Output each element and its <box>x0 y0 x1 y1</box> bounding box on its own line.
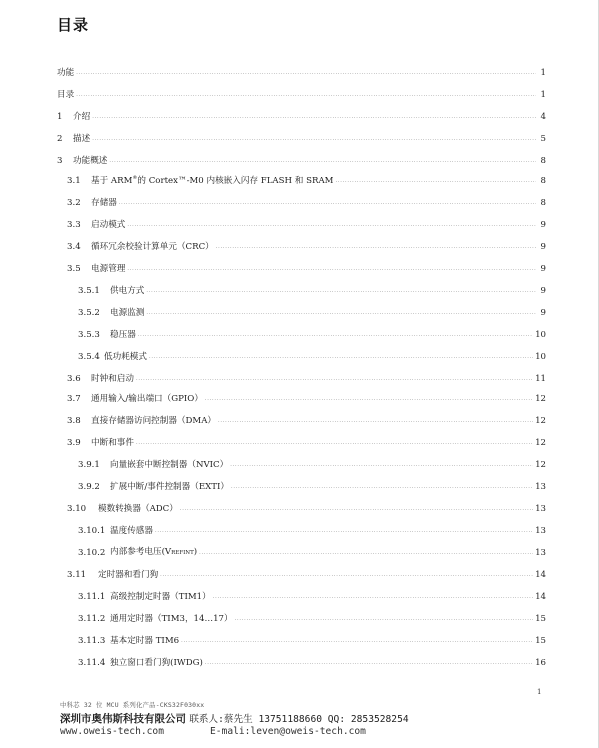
toc-entry-number: 3.10.2 <box>78 548 106 558</box>
toc-entry[interactable] <box>67 261 546 275</box>
toc-entry[interactable] <box>78 523 546 537</box>
toc-entry-label: 通用输入/输出端口（GPIO） <box>91 394 203 404</box>
toc-entry-label: 存储器 <box>91 198 117 208</box>
toc-dot-leader <box>205 657 533 669</box>
toc-entry-number: 3.5 <box>67 264 81 274</box>
toc-entry-number: 3.9.2 <box>78 482 100 492</box>
toc-entry-page: 12 <box>535 394 546 404</box>
footer-web-line <box>60 726 366 737</box>
toc-dot-leader <box>149 351 533 363</box>
toc-entry-page: 5 <box>540 134 546 144</box>
toc-entry-label: 向量嵌套中断控制器（NVIC） <box>110 460 229 470</box>
toc-entry[interactable] <box>78 327 546 341</box>
toc-entry-page: 12 <box>535 460 546 470</box>
toc-entry-page: 9 <box>540 308 546 318</box>
toc-entry-label: 介绍 <box>73 112 91 122</box>
toc-dot-leader <box>199 547 533 559</box>
toc-entry-label: 基本定时器 TIM6 <box>110 636 180 646</box>
toc-entry-number: 1 <box>57 112 63 122</box>
toc-entry-label: 扩展中断/事件控制器（EXTI） <box>110 482 229 492</box>
toc-entry[interactable] <box>78 633 546 647</box>
toc-entry[interactable] <box>78 545 546 559</box>
toc-dot-leader <box>76 67 536 79</box>
toc-dot-leader <box>216 241 536 253</box>
toc-entry-label: 电源管理 <box>91 264 126 274</box>
toc-entry-page: 13 <box>535 548 546 558</box>
toc-dot-leader <box>231 481 533 493</box>
footer-page-number: 1 <box>537 688 542 696</box>
toc-entry-number: 3.5.4 <box>78 352 100 362</box>
toc-entry[interactable] <box>67 371 546 385</box>
toc-entry-page: 11 <box>535 374 546 384</box>
toc-dot-leader <box>138 329 533 341</box>
toc-dot-leader <box>155 525 533 537</box>
toc-entry-number: 3.9 <box>67 438 81 448</box>
toc-dot-leader <box>119 197 536 209</box>
toc-entry-number: 3.11 <box>67 570 87 580</box>
toc-entry[interactable] <box>78 305 546 319</box>
toc-entry-page: 13 <box>535 504 546 514</box>
toc-dot-leader <box>235 613 533 625</box>
registered-mark: ® <box>132 175 138 182</box>
toc-entry[interactable] <box>67 217 546 231</box>
toc-entry-page: 9 <box>540 220 546 230</box>
toc-entry-number: 3 <box>57 156 63 166</box>
toc-dot-leader <box>181 635 533 647</box>
toc-entry[interactable] <box>67 239 546 253</box>
toc-dot-leader <box>230 459 533 471</box>
footer-website[interactable]: www.oweis-tech.com <box>60 726 164 737</box>
toc-entry-number: 3.11.1 <box>78 592 106 602</box>
toc-entry[interactable] <box>67 173 546 187</box>
toc-entry-page: 10 <box>535 352 546 362</box>
page-title: 目录 <box>57 16 90 34</box>
toc-entry-number: 3.4 <box>67 242 81 252</box>
toc-dot-leader <box>146 285 536 297</box>
toc-dot-leader <box>218 415 533 427</box>
toc-entry[interactable] <box>67 435 546 449</box>
toc-entry-label: 中断和事件 <box>91 438 134 448</box>
toc-entry-label: 循环冗余校验计算单元（CRC） <box>91 242 214 252</box>
toc-entry-number: 3.1 <box>67 176 81 186</box>
toc-entry-label: 内部参考电压(VREFINT) <box>110 547 198 557</box>
toc-entry-number: 3.2 <box>67 198 81 208</box>
toc-entry[interactable] <box>67 501 546 515</box>
toc-dot-leader <box>146 307 536 319</box>
toc-entry-page: 9 <box>540 286 546 296</box>
toc-dot-leader <box>160 569 533 581</box>
toc-entry[interactable] <box>78 655 546 669</box>
toc-entry-label: 基于 ARM®的 Cortex™-M0 内核嵌入闪存 FLASH 和 SRAM <box>91 175 334 186</box>
toc-dot-leader <box>180 503 533 515</box>
footer-series: 中科芯 32 位 MCU 系列化产品-CKS32F030xx <box>60 701 205 709</box>
toc-entry-number: 3.7 <box>67 394 81 404</box>
toc-entry-label: 定时器和看门狗 <box>98 570 159 580</box>
toc-entry-label: 时钟和启动 <box>91 374 134 384</box>
toc-entry-page: 4 <box>540 112 546 122</box>
toc-entry-number: 3.11.3 <box>78 636 106 646</box>
toc-entry[interactable] <box>57 153 546 167</box>
toc-dot-leader <box>127 263 536 275</box>
toc-entry-number: 3.9.1 <box>78 460 100 470</box>
toc-entry-number: 2 <box>57 134 63 144</box>
toc-entry-page: 8 <box>540 176 546 186</box>
toc-entry-page: 13 <box>535 482 546 492</box>
toc-entry-label: 目录 <box>57 90 75 100</box>
toc-dot-leader <box>136 437 533 449</box>
toc-entry-number: 3.11.2 <box>78 614 106 624</box>
toc-entry-number: 3.5.3 <box>78 330 100 340</box>
toc-dot-leader <box>127 219 536 231</box>
toc-entry[interactable] <box>57 109 546 123</box>
toc-entry-page: 14 <box>535 592 546 602</box>
toc-entry-label: 高级控制定时器（TIM1） <box>110 592 211 602</box>
toc-entry-page: 13 <box>535 526 546 536</box>
toc-entry-number: 3.6 <box>67 374 81 384</box>
toc-entry-page: 9 <box>540 242 546 252</box>
toc-entry-label: 稳压器 <box>110 330 136 340</box>
toc-entry[interactable] <box>78 349 546 363</box>
toc-entry[interactable] <box>78 457 546 471</box>
toc-entry-page: 16 <box>535 658 546 668</box>
toc-entry-label: 通用定时器（TIM3，14…17） <box>110 614 233 624</box>
toc-entry-label: 模数转换器（ADC） <box>98 504 178 514</box>
toc-entry-label: 温度传感器 <box>110 526 153 536</box>
toc-entry-number: 3.3 <box>67 220 81 230</box>
toc-entry-label: 启动模式 <box>91 220 126 230</box>
toc-entry[interactable] <box>57 131 546 145</box>
toc-entry[interactable] <box>78 589 546 603</box>
toc-entry-page: 15 <box>535 636 546 646</box>
toc-entry-page: 15 <box>535 614 546 624</box>
toc-dot-leader <box>335 175 536 187</box>
toc-entry-number: 3.11.4 <box>78 658 106 668</box>
toc-dot-leader <box>92 133 536 145</box>
toc-entry-label: 低功耗模式 <box>104 352 147 362</box>
toc-entry-label: 功能概述 <box>73 156 108 166</box>
toc-dot-leader <box>205 393 533 405</box>
toc-entry[interactable] <box>57 65 546 79</box>
toc-entry-page: 8 <box>540 198 546 208</box>
toc-entry-label: 供电方式 <box>110 286 145 296</box>
toc-entry[interactable] <box>57 87 546 101</box>
toc-entry-number: 3.5.1 <box>78 286 100 296</box>
toc-entry-number: 3.8 <box>67 416 81 426</box>
toc-entry-page: 14 <box>535 570 546 580</box>
toc-entry-page: 12 <box>535 416 546 426</box>
toc-dot-leader <box>92 111 536 123</box>
toc-entry[interactable] <box>67 195 546 209</box>
toc-entry-page: 9 <box>540 264 546 274</box>
toc-entry-number: 3.5.2 <box>78 308 100 318</box>
footer-contact-line <box>60 711 409 726</box>
toc-entry[interactable] <box>78 479 546 493</box>
toc-entry-page: 1 <box>540 68 546 78</box>
footer-company: 深圳市奥伟斯科技有限公司 <box>60 713 186 725</box>
footer-email[interactable]: E-mali:leven@oweis-tech.com <box>210 726 366 737</box>
toc-entry-label: 描述 <box>73 134 91 144</box>
toc-entry-page: 8 <box>540 156 546 166</box>
toc-entry[interactable] <box>78 611 546 625</box>
toc-entry[interactable] <box>67 391 546 405</box>
toc-entry[interactable] <box>67 567 546 581</box>
toc-entry[interactable] <box>67 413 546 427</box>
toc-entry-number: 3.10.1 <box>78 526 106 536</box>
toc-entry-page: 12 <box>535 438 546 448</box>
toc-entry-label: 独立窗口看门狗(IWDG) <box>110 658 203 668</box>
toc-entry-page: 10 <box>535 330 546 340</box>
toc-dot-leader <box>76 89 536 101</box>
toc-entry-label: 直接存储器访问控制器（DMA） <box>91 416 217 426</box>
toc-dot-leader <box>213 591 533 603</box>
subscript-refint: REFINT <box>171 550 194 556</box>
toc-entry-number: 3.10 <box>67 504 87 514</box>
toc-dot-leader <box>136 373 533 385</box>
toc-entry-label: 电源监测 <box>110 308 145 318</box>
toc-entry-label: 功能 <box>57 68 75 78</box>
toc-dot-leader <box>109 155 536 167</box>
footer-contact: 联系人:蔡先生 13751188660 QQ: 2853528254 <box>189 714 409 725</box>
toc-entry-page: 1 <box>540 90 546 100</box>
toc-entry[interactable] <box>78 283 546 297</box>
